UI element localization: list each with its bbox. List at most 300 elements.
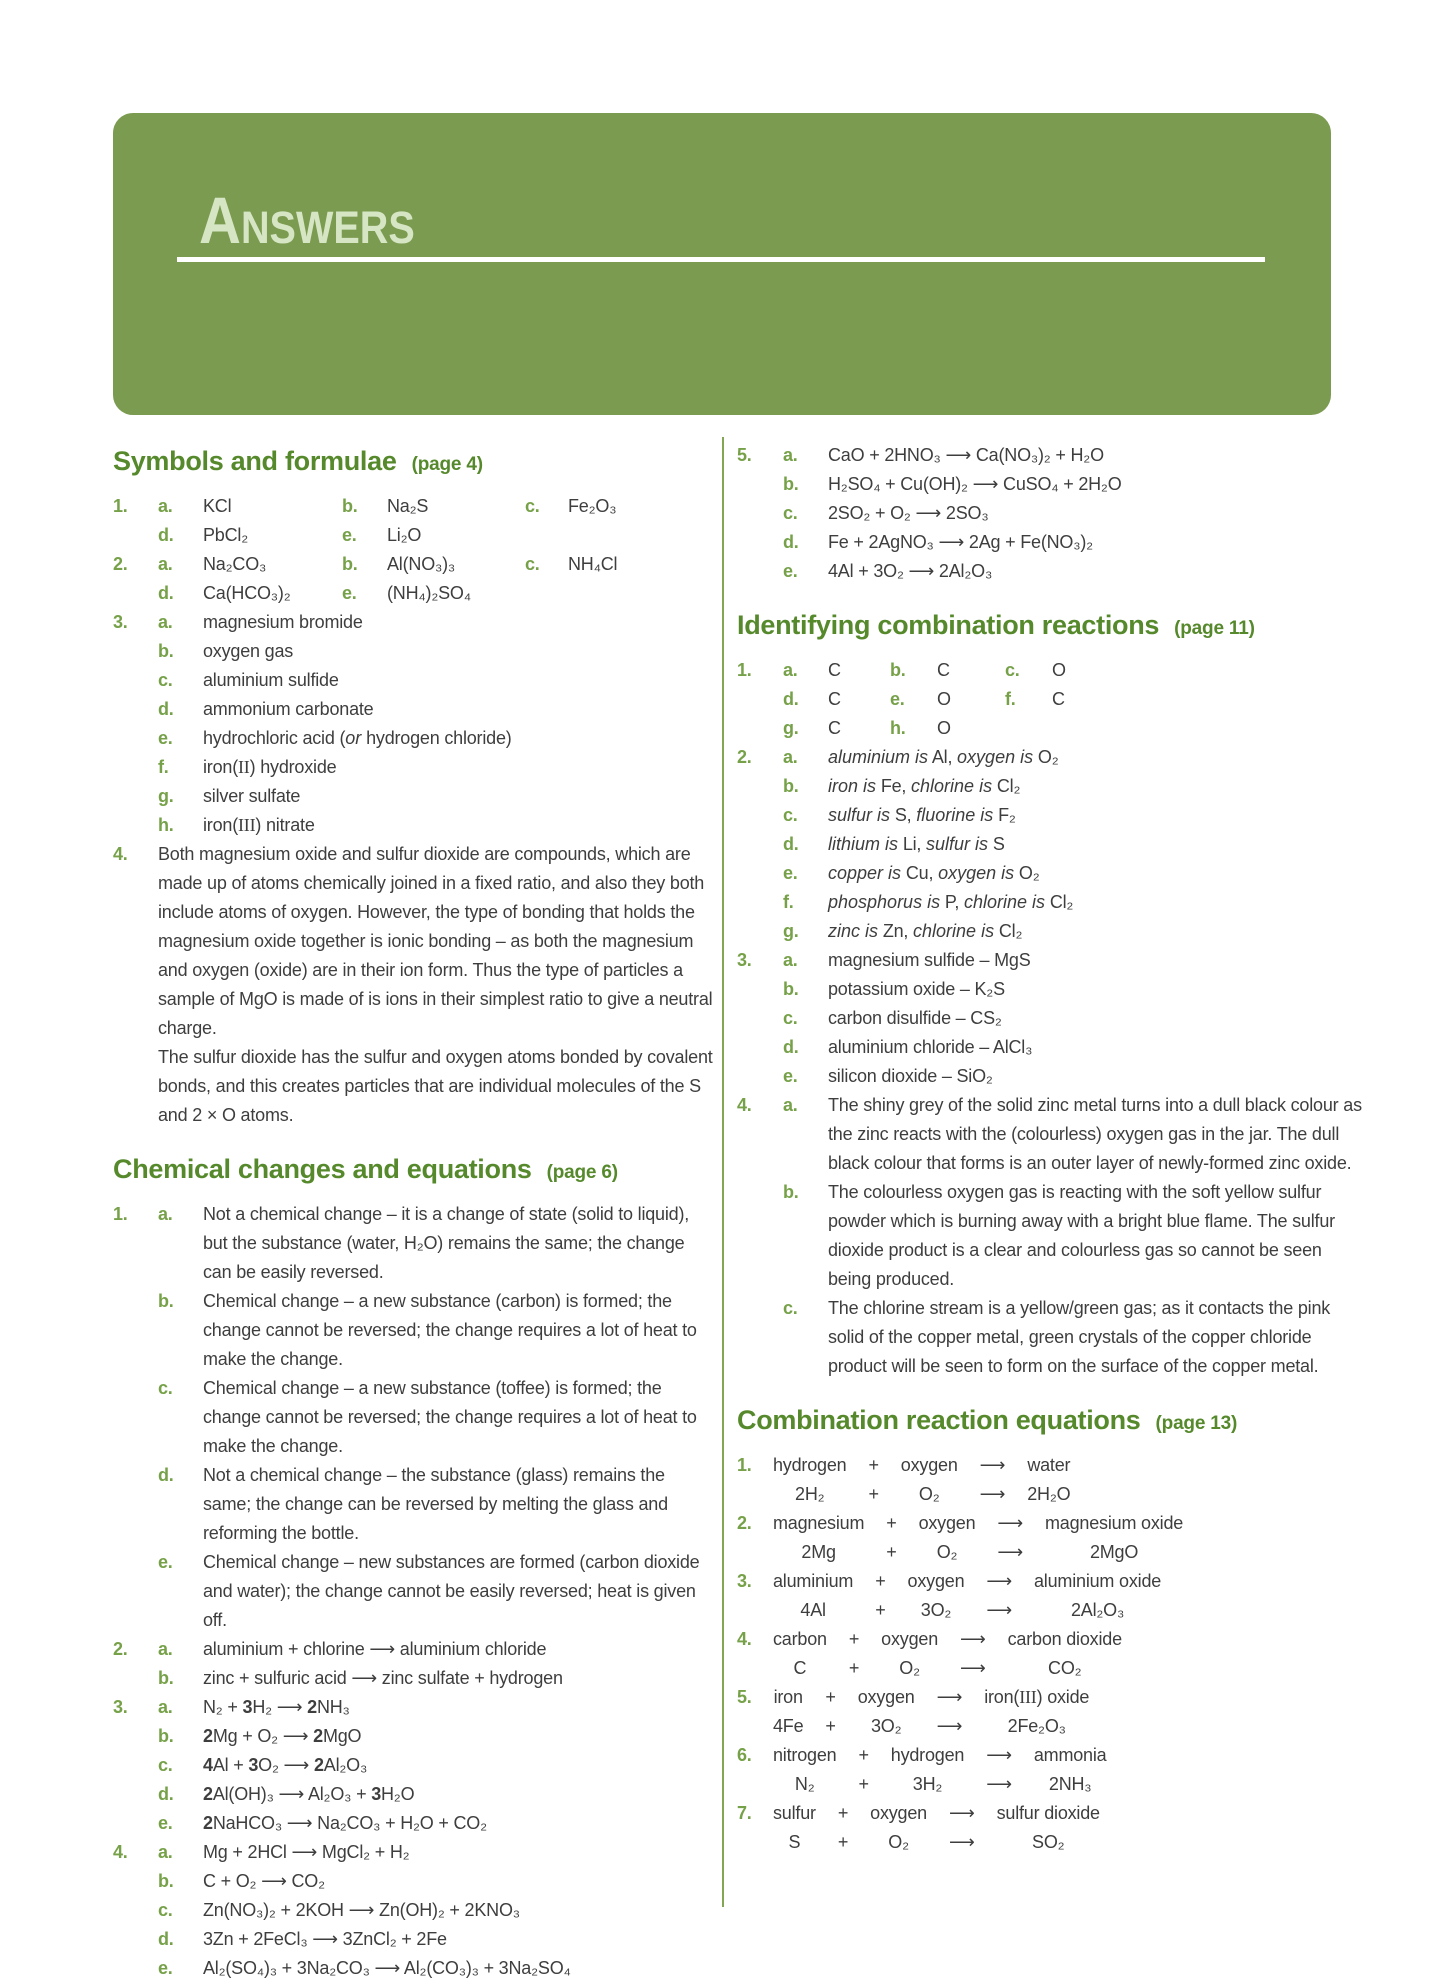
reactant-formula: 2H₂ [795,1484,825,1504]
page-title-rest: NSWERS [240,202,415,253]
question-number: 2. [737,747,752,767]
answer-letter: e. [890,689,905,709]
answer-letter: b. [158,1726,174,1746]
reactant-formula: O₂ [918,1484,940,1504]
answer-row [113,753,713,782]
answer-paragraph: The sulfur dioxide has the sulfur and oxygen atoms bonded by covalent bonds, and this creates particles that are individual molecules of the S and 2 × O atoms. [158,1047,713,1125]
answer-row [113,1751,713,1780]
answer-row [737,917,1363,946]
plus-sign: + [837,1803,849,1823]
left-column [113,441,713,1978]
answer-row [113,608,713,637]
answer-value: Ca(HCO₃)₂ [203,583,291,603]
answer-row [737,470,1363,499]
answer-text: The colourless oxygen gas is reacting with the soft yellow sulfur powder which is burning away with a bright blue flame. The sulfur dioxide product is a clear and colourless gas so cannot be seen being produced. [828,1182,1335,1289]
reaction-arrow: ⟶ [948,1803,975,1823]
chemical-equation: 2NaHCO₃ ⟶ Na₂CO₃ + H₂O + CO₂ [203,1813,487,1833]
answer-row [113,521,713,550]
answer-row [737,975,1363,1004]
answer-row [113,724,713,753]
reaction-arrow: ⟶ [948,1832,975,1852]
plus-sign: + [825,1716,836,1736]
section-heading-identifying-combination-reactions [737,608,1363,646]
product-formula: 2H₂O [1027,1484,1071,1504]
product-word: iron(III) oxide [984,1687,1090,1707]
answer-row [113,1693,713,1722]
section-page-ref: (page 11) [1174,618,1255,639]
chemical-equation: H₂SO₄ + Cu(OH)₂ ⟶ CuSO₄ + 2H₂O [828,474,1122,494]
section-page-ref: (page 4) [411,454,483,475]
reaction-arrow: ⟶ [960,1629,986,1649]
plus-sign: + [825,1687,836,1707]
reactant-word: hydrogen [773,1455,847,1475]
reaction-arrow: ⟶ [960,1658,986,1678]
answer-text: carbon disulfide – CS₂ [828,1008,1002,1028]
answer-row [113,1722,713,1751]
answer-value: O [937,718,951,738]
answer-row [113,1664,713,1693]
answer-letter: b. [342,554,358,574]
section-title: Chemical changes and equations [113,1154,532,1184]
answer-text: iron(III) nitrate [203,815,315,835]
reaction-arrow: ⟶ [936,1716,963,1736]
answer-letter: b. [783,776,799,796]
reaction-item [737,1567,1363,1625]
answer-text: zinc is Zn, chlorine is Cl₂ [828,921,1023,941]
question-number: 6. [737,1745,752,1765]
section-title: Combination reaction equations [737,1405,1141,1435]
answer-value: C [828,718,841,738]
section-heading-combination-reaction-equations [737,1403,1363,1441]
plus-sign: + [858,1745,869,1765]
answer-text: silver sulfate [203,786,301,806]
answer-value: C [937,660,950,680]
reaction-item [737,1741,1363,1799]
answer-row [737,743,1363,772]
section-page-ref: (page 13) [1155,1413,1238,1434]
answer-letter: a. [783,660,798,680]
answer-letter: b. [783,1182,799,1202]
reactant-formula: N₂ [794,1774,815,1794]
reaction-arrow: ⟶ [986,1571,1012,1591]
answer-row [113,1461,713,1548]
answer-letter: b. [890,660,906,680]
answer-value: Na₂S [387,496,429,516]
question-number: 2. [737,1513,752,1533]
answer-text: ammonium carbonate [203,699,374,719]
reactant-word: oxygen [918,1513,976,1533]
question-number: 5. [737,445,752,465]
answer-letter: a. [783,1095,798,1115]
question-number: 1. [113,496,128,516]
reactant-word: hydrogen [890,1745,965,1765]
answer-row [737,888,1363,917]
reactant-word: oxygen [907,1571,965,1591]
answer-letter: d. [158,525,174,545]
reaction-equation-pair [773,1567,1161,1625]
plus-sign: + [886,1513,897,1533]
product-formula: CO₂ [1048,1658,1082,1678]
answer-letter: d. [158,1465,174,1485]
answer-row [113,1896,713,1925]
answer-letter: e. [158,1552,173,1572]
question-number: 4. [737,1095,752,1115]
answer-row [113,840,713,1130]
answer-text: hydrochloric acid (or hydrogen chloride) [203,728,512,748]
reaction-item [737,1683,1363,1741]
chemical-equation: CaO + 2HNO₃ ⟶ Ca(NO₃)₂ + H₂O [828,445,1104,465]
reaction-arrow: ⟶ [986,1774,1012,1794]
reaction-item [737,1451,1363,1509]
reaction-arrow: ⟶ [979,1484,1006,1504]
question-number: 3. [113,1697,128,1717]
answer-row [737,1004,1363,1033]
answer-row [113,666,713,695]
answer-text: The shiny grey of the solid zinc metal turns into a dull black colour as the zinc reacts with the (colourless) oxygen gas in the jar. The dull black colour that forms is an outer layer of newly-formed zinc oxide. [828,1095,1362,1173]
reaction-equation-pair [773,1509,1183,1567]
answer-letter: b. [158,1291,174,1311]
answer-row [737,528,1363,557]
answer-row [113,1838,713,1867]
answer-text: iron is Fe, chlorine is Cl₂ [828,776,1021,796]
answer-letter: a. [783,747,798,767]
answer-letter: d. [158,583,174,603]
reaction-item [737,1799,1363,1857]
answer-row [113,1780,713,1809]
reaction-equation-pair [773,1683,1089,1741]
reaction-equation-pair [773,1451,1070,1509]
answer-row [113,637,713,666]
answer-value: Fe₂O₃ [568,496,617,516]
page-title-initial: A [199,183,241,257]
product-formula: 2MgO [1089,1542,1139,1562]
reaction-arrow: ⟶ [997,1513,1024,1533]
reactant-formula: C [793,1658,807,1678]
answer-text: magnesium sulfide – MgS [828,950,1031,970]
question-number: 4. [737,1629,752,1649]
chemical-equation: Zn(NO₃)₂ + 2KOH ⟶ Zn(OH)₂ + 2KNO₃ [203,1900,520,1920]
answer-row [737,714,1363,743]
answer-letter: h. [890,718,906,738]
answer-letter: e. [783,561,798,581]
answer-row [737,772,1363,801]
chemical-equation: Mg + 2HCl ⟶ MgCl₂ + H₂ [203,1842,410,1862]
answer-letter: c. [158,670,173,690]
reaction-item [737,1625,1363,1683]
answer-letter: c. [783,1008,798,1028]
reaction-arrow: ⟶ [936,1687,963,1707]
answer-letter: a. [158,1639,173,1659]
answer-value: C [828,689,841,709]
answer-value: C [828,660,841,680]
answer-letter: a. [158,1204,173,1224]
reactant-word: carbon [773,1629,827,1649]
chemical-equation: Fe + 2AgNO₃ ⟶ 2Ag + Fe(NO₃)₂ [828,532,1093,552]
answer-text [158,840,713,1130]
question-number: 5. [737,1687,752,1707]
answer-text: Not a chemical change – the substance (glass) remains the same; the change can be reversed by melting the glass and reforming the bottle. [203,1465,668,1543]
question-number: 1. [113,1204,128,1224]
answer-row [113,1287,713,1374]
answer-letter: e. [342,525,357,545]
answer-row [113,1867,713,1896]
question-number: 1. [737,660,752,680]
answer-text: oxygen gas [203,641,294,661]
right-column [737,441,1363,1857]
reaction-equation-pair [773,1625,1122,1683]
question-number: 1. [737,1455,752,1475]
answer-row [737,1062,1363,1091]
chemical-equation: Al₂(SO₄)₃ + 3Na₂CO₃ ⟶ Al₂(CO₃)₃ + 3Na₂SO₄ [203,1958,571,1978]
reactant-word: aluminium [773,1571,854,1591]
answer-letter: b. [158,641,174,661]
reactant-formula: 3O₂ [870,1716,902,1736]
product-formula: 2Al₂O₃ [1070,1600,1125,1620]
answer-row [113,1925,713,1954]
answer-value: KCl [203,496,232,516]
answer-letter: c. [158,1755,173,1775]
answer-row [737,1091,1363,1178]
column-divider [722,437,724,1907]
answer-letter: a. [783,950,798,970]
chemical-equation: 3Zn + 2FeCl₃ ⟶ 3ZnCl₂ + 2Fe [203,1929,447,1949]
answer-text: sulfur is S, fluorine is F₂ [828,805,1016,825]
answer-row [737,1178,1363,1294]
answer-value: C [1052,689,1065,709]
word-equation: zinc + sulfuric acid ⟶ zinc sulfate + hydrogen [203,1668,563,1688]
answer-letter: g. [158,786,174,806]
reactant-formula: 3O₂ [920,1600,952,1620]
reactant-word: magnesium [773,1513,865,1533]
answer-letter: h. [158,815,174,835]
plus-sign: + [868,1484,879,1504]
banner-underline [177,257,1265,262]
answer-row [113,492,713,521]
page-title [199,183,415,257]
chemical-equation: 2Al(OH)₃ ⟶ Al₂O₃ + 3H₂O [203,1784,415,1804]
answer-paragraph: Both magnesium oxide and sulfur dioxide are compounds, which are made up of atoms chemically joined in a fixed ratio, and also they both include atoms of oxygen. However, the type of bonding that holds the magnesium oxide together is ionic bonding – as both the magnesium and oxygen (oxide) are in their ion form. Thus the type of particles a sample of MgO is made of is ions in their simplest ratio to give a neutral charge. [158,844,713,1038]
product-formula: 2NH₃ [1048,1774,1092,1794]
section-title: Identifying combination reactions [737,610,1160,640]
answer-letter: b. [158,1871,174,1891]
answer-row [737,830,1363,859]
chemical-equation: N₂ + 3H₂ ⟶ 2NH₃ [203,1697,350,1717]
chemical-equation: 4Al + 3O₂ ⟶ 2Al₂O₃ [203,1755,368,1775]
answer-row [737,656,1363,685]
answer-letter: a. [158,612,173,632]
answer-value: (NH₄)₂SO₄ [387,583,471,603]
answer-row [737,441,1363,470]
answer-letter: c. [525,496,540,516]
question-number: 4. [113,844,128,864]
answer-letter: a. [158,496,173,516]
answer-text: The chlorine stream is a yellow/green gas; as it contacts the pink solid of the copper metal, green crystals of the copper chloride product will be seen to form on the surface of the copper metal. [828,1298,1331,1376]
section-page-ref: (page 6) [546,1162,618,1183]
answer-letter: f. [158,757,169,777]
answers-banner [113,113,1331,415]
product-word: water [1027,1455,1071,1475]
answer-text: iron(II) hydroxide [203,757,337,777]
answer-letter: a. [158,554,173,574]
chemical-equation: 2Mg + O₂ ⟶ 2MgO [203,1726,362,1746]
plus-sign: + [837,1832,849,1852]
reactant-word: oxygen [870,1803,927,1823]
reactant-word: oxygen [857,1687,915,1707]
answer-letter: d. [783,532,799,552]
answer-letter: a. [783,445,798,465]
answer-row [113,811,713,840]
answer-letter: a. [158,1842,173,1862]
answer-text: potassium oxide – K₂S [828,979,1005,999]
answer-row [737,499,1363,528]
answer-value: Li₂O [387,525,422,545]
reaction-arrow: ⟶ [986,1600,1012,1620]
answer-letter: g. [783,718,799,738]
answer-letter: e. [158,1958,173,1978]
answer-row [737,557,1363,586]
reactant-formula: 2Mg [801,1542,836,1562]
product-word: magnesium oxide [1045,1513,1184,1533]
answer-text: copper is Cu, oxygen is O₂ [828,863,1040,883]
answer-letter: c. [783,805,798,825]
answer-text: silicon dioxide – SiO₂ [828,1066,993,1086]
reactant-formula: 3H₂ [912,1774,943,1794]
reactant-word: oxygen [900,1455,958,1475]
answer-row [737,859,1363,888]
chemical-equation: C + O₂ ⟶ CO₂ [203,1871,325,1891]
answer-value: Al(NO₃)₃ [387,554,456,574]
answer-letter: c. [525,554,540,574]
answer-row [113,550,713,579]
answer-row [737,801,1363,830]
reactant-formula: O₂ [888,1832,909,1852]
answer-row [113,1954,713,1978]
reaction-arrow: ⟶ [997,1542,1024,1562]
reactant-formula: 4Al [800,1600,826,1620]
reaction-equation-pair [773,1799,1100,1857]
product-formula: SO₂ [1032,1832,1065,1852]
reactant-word: oxygen [881,1629,938,1649]
reactant-formula: O₂ [936,1542,958,1562]
section-title: Symbols and formulae [113,446,397,476]
plus-sign: + [886,1542,897,1562]
answer-row [113,579,713,608]
answer-text: Chemical change – new substances are formed (carbon dioxide and water); the change cannot be easily reversed; heat is given off. [203,1552,700,1630]
answer-letter: d. [158,699,174,719]
answer-letter: e. [783,863,798,883]
answer-letter: b. [342,496,358,516]
answer-letter: f. [1005,689,1016,709]
answer-row [113,695,713,724]
reactant-formula: S [788,1832,801,1852]
question-number: 2. [113,1639,128,1659]
plus-sign: + [848,1658,860,1678]
answer-text: phosphorus is P, chlorine is Cl₂ [828,892,1074,912]
reactant-word: nitrogen [773,1745,837,1765]
answer-text: lithium is Li, sulfur is S [828,834,1005,854]
plus-sign: + [875,1600,886,1620]
answer-letter: d. [783,689,799,709]
answer-letter: b. [783,979,799,999]
plus-sign: + [868,1455,879,1475]
answer-row [737,946,1363,975]
answer-row [737,1033,1363,1062]
reaction-equation-pair [773,1741,1106,1799]
answer-row [113,1635,713,1664]
answer-text: aluminium chloride – AlCl₃ [828,1037,1033,1057]
question-number: 3. [113,612,128,632]
chemical-equation: 2SO₂ + O₂ ⟶ 2SO₃ [828,503,989,523]
answer-value: O [1052,660,1066,680]
reactant-formula: 4Fe [773,1716,804,1736]
product-word: ammonia [1033,1745,1107,1765]
answer-letter: e. [342,583,357,603]
answer-value: Na₂CO₃ [203,554,267,574]
reaction-arrow: ⟶ [979,1455,1006,1475]
section-heading-symbols-and-formulae [113,444,713,482]
question-number: 3. [737,950,752,970]
plus-sign: + [858,1774,869,1794]
answer-row [113,782,713,811]
section-heading-chemical-changes [113,1152,713,1190]
answer-row [113,1548,713,1635]
answer-letter: f. [783,892,794,912]
answer-letter: d. [158,1784,174,1804]
answer-text: aluminium sulfide [203,670,339,690]
plus-sign: + [848,1629,860,1649]
question-number: 4. [113,1842,128,1862]
answer-text: aluminium is Al, oxygen is O₂ [828,747,1059,767]
answer-letter: d. [783,834,799,854]
answer-letter: c. [783,503,798,523]
question-number: 7. [737,1803,752,1823]
answer-letter: e. [783,1066,798,1086]
answer-letter: c. [158,1378,173,1398]
answer-row [113,1200,713,1287]
reactant-word: sulfur [773,1803,816,1823]
reaction-item [737,1509,1363,1567]
answer-letter: c. [783,1298,798,1318]
reactant-formula: O₂ [899,1658,920,1678]
answer-row [737,685,1363,714]
answer-letter: b. [783,474,799,494]
question-number: 3. [737,1571,752,1591]
reaction-arrow: ⟶ [986,1745,1012,1765]
chemical-equation: 4Al + 3O₂ ⟶ 2Al₂O₃ [828,561,993,581]
answer-letter: d. [158,1929,174,1949]
product-word: sulfur dioxide [996,1803,1100,1823]
word-equation: aluminium + chlorine ⟶ aluminium chloride [203,1639,547,1659]
answer-letter: d. [783,1037,799,1057]
answer-text: Not a chemical change – it is a change of state (solid to liquid), but the substance (water, H₂O) remains the same; the change can be easily reversed. [203,1204,690,1282]
answer-row [737,1294,1363,1381]
plus-sign: + [875,1571,886,1591]
question-number: 2. [113,554,128,574]
answer-letter: e. [158,1813,173,1833]
reactant-word: iron [773,1687,803,1707]
product-formula: 2Fe₂O₃ [1007,1716,1066,1736]
answer-row [113,1374,713,1461]
answer-letter: c. [1005,660,1020,680]
answer-value: O [937,689,951,709]
answer-row [113,1809,713,1838]
answer-letter: a. [158,1697,173,1717]
product-word: aluminium oxide [1034,1571,1162,1591]
answer-letter: b. [158,1668,174,1688]
answer-letter: c. [158,1900,173,1920]
answer-value: NH₄Cl [568,554,618,574]
answer-value: PbCl₂ [203,525,249,545]
